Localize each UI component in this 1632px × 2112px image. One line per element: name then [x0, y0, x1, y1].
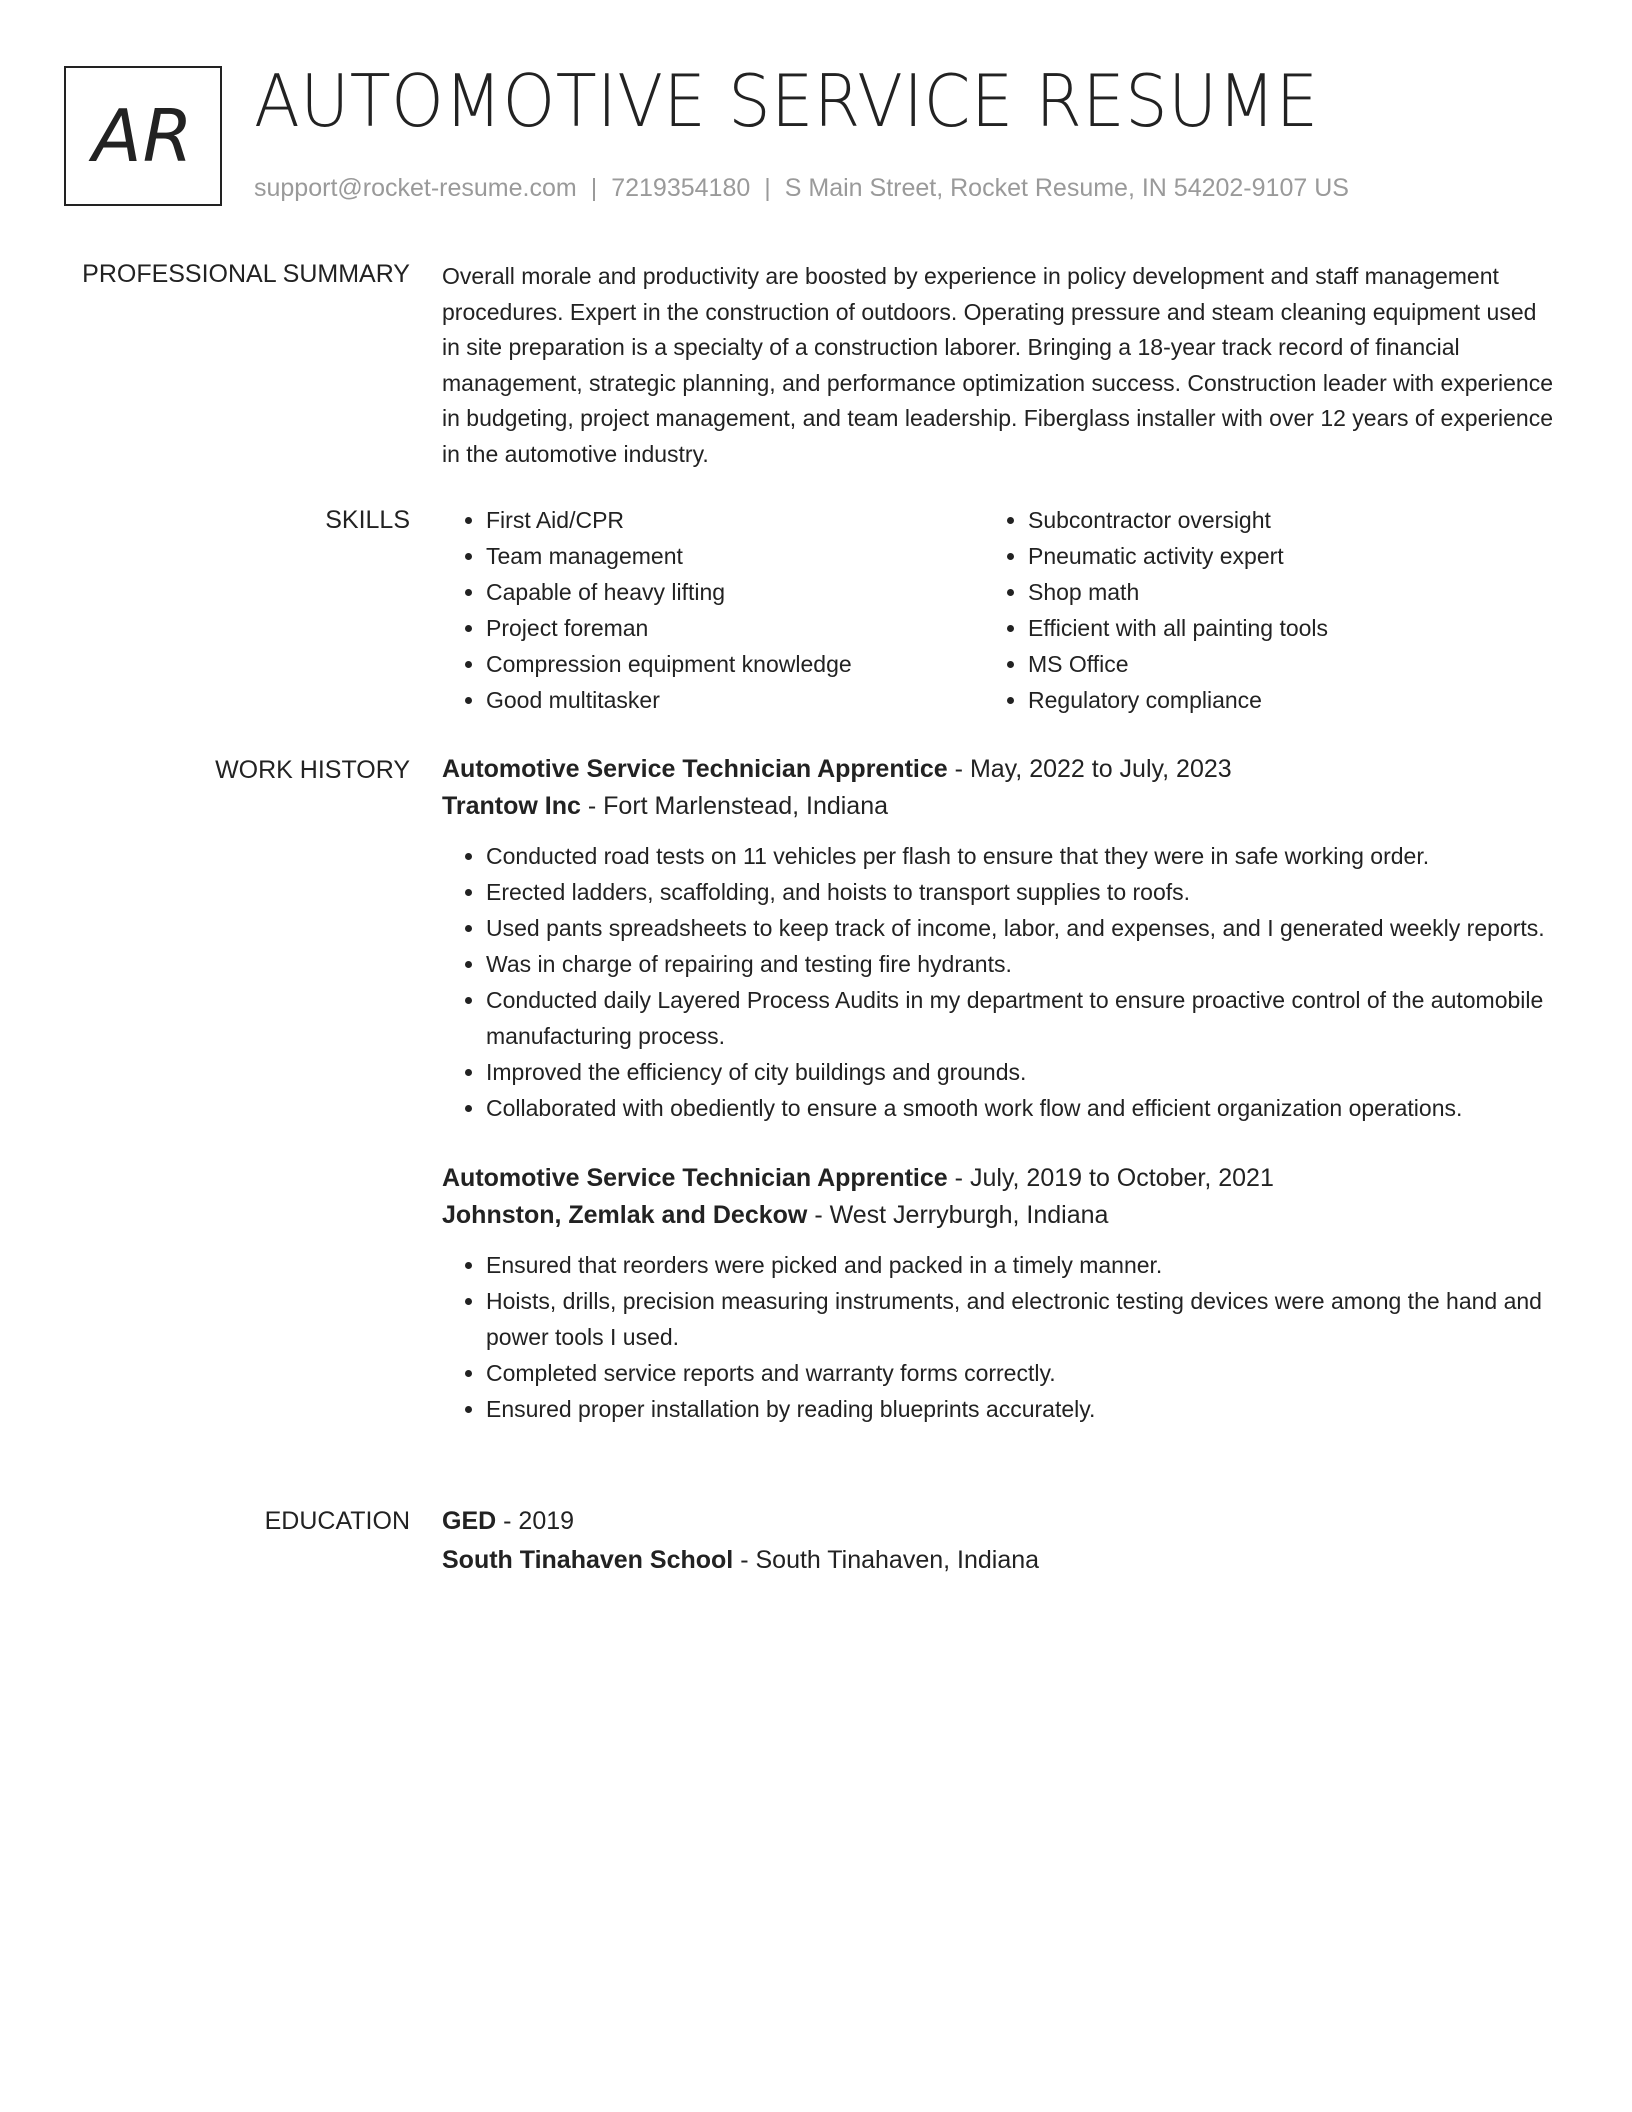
skill-item: • Shop math [1028, 574, 1526, 610]
job-entry [442, 751, 1554, 1126]
dash: - [503, 1507, 512, 1535]
job-location: Fort Marlenstead, Indiana [603, 792, 889, 820]
contact-email: support@rocket-resume.com [254, 174, 577, 202]
education-location: South Tinahaven, Indiana [755, 1546, 1040, 1574]
job-bullet: • Ensured that reorders were picked and packed in a timely manner. [486, 1248, 1554, 1284]
contact-separator: | [590, 174, 598, 202]
education-body [442, 1503, 1554, 1579]
education-school-line [442, 1542, 1554, 1579]
dash: - [587, 792, 597, 820]
job-title-line [442, 751, 1554, 788]
skill-item: • Subcontractor oversight [1028, 502, 1526, 538]
skills-body [442, 502, 1554, 718]
education-label: EDUCATION [264, 1507, 410, 1535]
dash: - [814, 1201, 823, 1229]
skill-item: • Compression equipment knowledge [486, 646, 984, 682]
contact-line [254, 172, 1349, 204]
monogram-badge [64, 66, 222, 206]
job-bullets [442, 839, 1554, 1126]
education-school: South Tinahaven School [442, 1546, 734, 1574]
job-bullet: • Collaborated with obediently to ensure a smooth work flow and efficient organization operations. [486, 1091, 1554, 1127]
skills-column-right [984, 502, 1526, 718]
skill-item: • First Aid/CPR [486, 502, 984, 538]
monogram-initials: AR [92, 94, 194, 178]
job-location: West Jerryburgh, Indiana [829, 1201, 1109, 1229]
education-year: 2019 [518, 1507, 575, 1535]
skill-item: • Project foreman [486, 610, 984, 646]
resume-title: AUTOMOTIVE SERVICE RESUME [254, 59, 1319, 143]
job-entry [442, 1160, 1554, 1427]
skill-item: • Pneumatic activity expert [1028, 538, 1526, 574]
job-company: Trantow Inc [442, 792, 581, 820]
skill-item: • Team management [486, 538, 984, 574]
job-company-line [442, 788, 1554, 825]
summary-label: PROFESSIONAL SUMMARY [82, 260, 410, 288]
job-company: Johnston, Zemlak and Deckow [442, 1201, 808, 1229]
work-history-label: WORK HISTORY [215, 756, 410, 784]
contact-address: S Main Street, Rocket Resume, IN 54202-9107 US [784, 174, 1349, 202]
skill-item: • Good multitasker [486, 682, 984, 718]
skill-item: • Regulatory compliance [1028, 682, 1526, 718]
education-degree-line [442, 1503, 1554, 1540]
job-title-line [442, 1160, 1554, 1197]
job-bullet: • Hoists, drills, precision measuring instruments, and electronic testing devices were among the hand and power tools I used. [486, 1284, 1554, 1355]
job-bullet: • Used pants spreadsheets to keep track of income, labor, and expenses, and I generated weekly reports. [486, 911, 1554, 947]
job-company-line [442, 1197, 1554, 1234]
job-bullet: • Conducted daily Layered Process Audits in my department to ensure proactive control of the automobile manufacturing process. [486, 983, 1554, 1054]
work-history-body [442, 751, 1554, 1461]
summary-text: Overall morale and productivity are boosted by experience in policy development and staff management procedures. Expert in the construction of outdoors. Operating pressure and steam cleaning equipment used in site preparation is a specialty of a construction laborer. Bringing a 18-year track record of financial management, strategic planning, and performance optimization success. Construction leader with experience in budgeting, project management, and team leadership. Fiberglass installer with over 12 years of experience in the automotive industry. [442, 263, 1554, 467]
skills-column-left [442, 502, 984, 718]
dash: - [954, 1164, 963, 1192]
job-dates: July, 2019 to October, 2021 [969, 1164, 1274, 1192]
job-title: Automotive Service Technician Apprentice [442, 755, 948, 783]
contact-separator: | [764, 174, 771, 202]
skill-item: • Efficient with all painting tools [1028, 610, 1526, 646]
job-bullet: • Was in charge of repairing and testing fire hydrants. [486, 947, 1554, 983]
dash: - [740, 1546, 749, 1574]
job-dates: May, 2022 to July, 2023 [969, 755, 1232, 783]
skills-label: SKILLS [325, 506, 410, 534]
job-bullet: • Erected ladders, scaffolding, and hoists to transport supplies to roofs. [486, 875, 1554, 911]
job-bullet: • Ensured proper installation by reading blueprints accurately. [486, 1392, 1554, 1428]
dash: - [954, 755, 963, 783]
education-degree: GED [442, 1507, 497, 1535]
skill-item: • Capable of heavy lifting [486, 574, 984, 610]
summary-body [442, 259, 1554, 472]
job-bullet: • Improved the efficiency of city buildings and grounds. [486, 1055, 1554, 1091]
job-bullets [442, 1248, 1554, 1427]
skills-grid [442, 502, 1554, 718]
job-bullet: • Conducted road tests on 11 vehicles per flash to ensure that they were in safe working order. [486, 839, 1554, 875]
job-title: Automotive Service Technician Apprentice [442, 1164, 948, 1192]
skill-item: • MS Office [1028, 646, 1526, 682]
job-bullet: • Completed service reports and warranty forms correctly. [486, 1356, 1554, 1392]
contact-phone: 7219354180 [611, 174, 751, 202]
